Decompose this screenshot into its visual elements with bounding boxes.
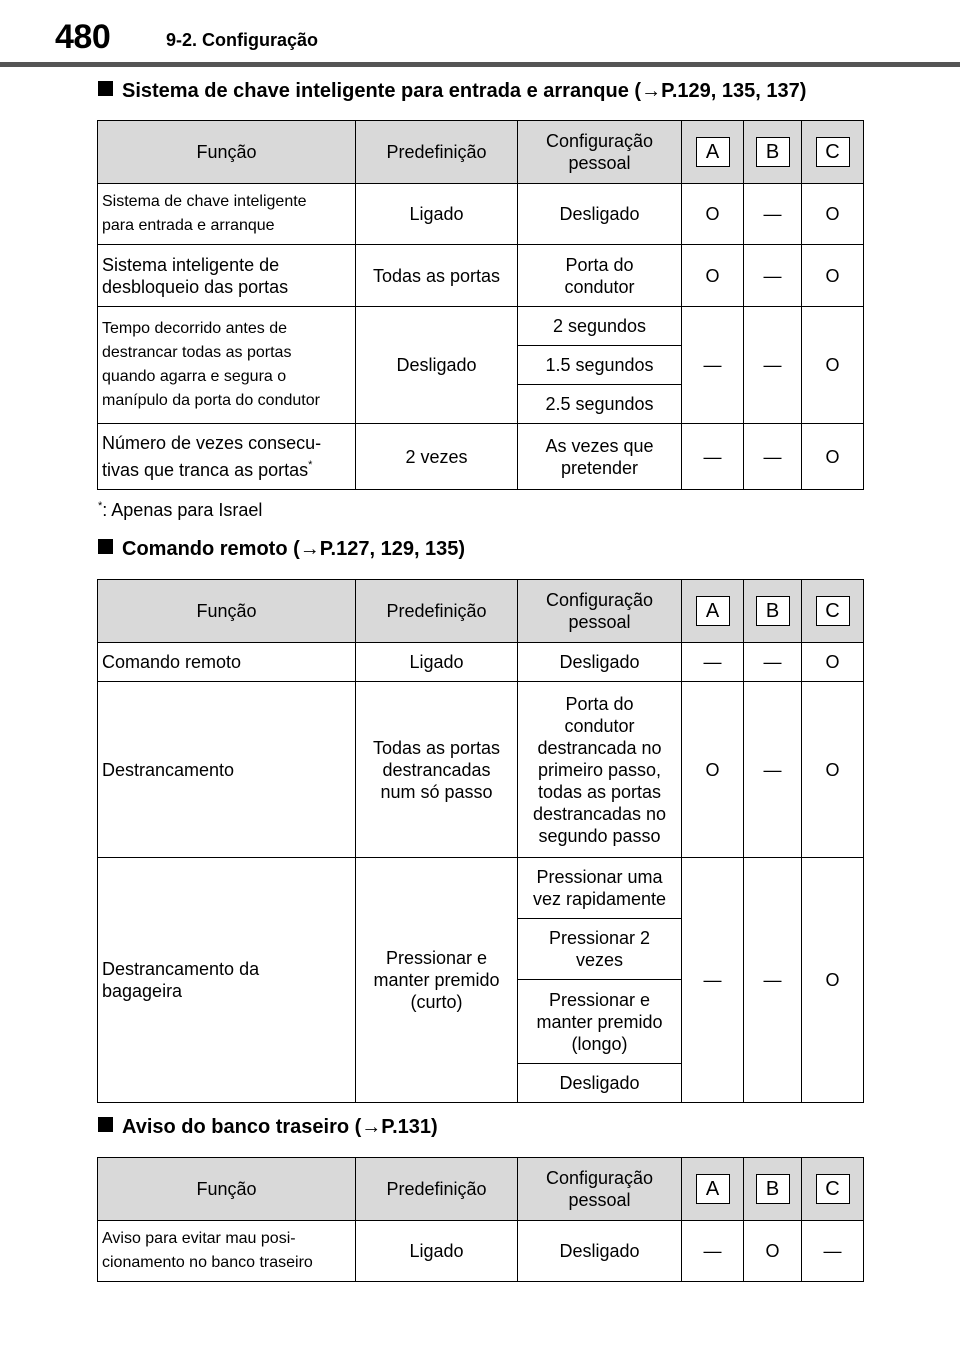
header-default: Predefinição <box>356 1158 518 1221</box>
row-setting-option: Pressionar e manter premido (longo) <box>518 980 682 1064</box>
row-c: O <box>802 307 864 424</box>
row-function: Comando remoto <box>98 643 356 682</box>
row-function <box>98 424 356 490</box>
row-setting: Desligado <box>518 184 682 245</box>
section-heading-smart-key <box>98 80 806 103</box>
row-setting-option: 1.5 segundos <box>518 346 682 385</box>
header-function: Função <box>98 1158 356 1221</box>
row-function: Destrancamento <box>98 682 356 858</box>
row-b: — <box>744 424 802 490</box>
table-header-row <box>98 121 864 184</box>
footnote-text: : Apenas para Israel <box>102 500 263 520</box>
row-b: — <box>744 858 802 1103</box>
header-col-a <box>682 580 744 643</box>
table-header-row <box>98 1158 864 1221</box>
letter-a-box: A <box>696 137 730 167</box>
table-header-row <box>98 580 864 643</box>
square-bullet-icon <box>98 1117 113 1132</box>
row-setting-option: 2.5 segundos <box>518 385 682 424</box>
row-function: Tempo decorrido antes de destrancar todas as portas quando agarra e segura o manípulo da porta do condutor <box>98 307 356 424</box>
remote-settings-table <box>97 579 864 1103</box>
row-default: Todas as portas <box>356 245 518 307</box>
header-function: Função <box>98 121 356 184</box>
row-a: O <box>682 245 744 307</box>
table-row <box>98 424 864 490</box>
section-heading-text: Aviso do banco traseiro (→P.131) <box>122 1116 438 1138</box>
row-a: — <box>682 307 744 424</box>
footnote <box>98 500 262 521</box>
row-setting: Porta do condutor <box>518 245 682 307</box>
header-divider <box>0 62 960 67</box>
letter-b-box: B <box>756 137 790 167</box>
table-row <box>98 858 864 919</box>
row-c: O <box>802 245 864 307</box>
table-row <box>98 307 864 346</box>
table-row <box>98 184 864 245</box>
row-b: O <box>744 1221 802 1282</box>
row-c: O <box>802 184 864 245</box>
row-c: O <box>802 682 864 858</box>
row-default: Desligado <box>356 307 518 424</box>
row-function: Sistema de chave inteligente para entrada e arranque <box>98 184 356 245</box>
row-setting-option: 2 segundos <box>518 307 682 346</box>
header-personal-setting: Configuração pessoal <box>518 580 682 643</box>
letter-b-box: B <box>756 1174 790 1204</box>
row-b: — <box>744 245 802 307</box>
footnote-mark: * <box>98 500 103 512</box>
table-row <box>98 1221 864 1282</box>
rear-seat-settings-table <box>97 1157 864 1282</box>
row-c: O <box>802 858 864 1103</box>
section-heading-text: Sistema de chave inteligente para entrada e arranque (→P.129, 135, 137) <box>122 80 807 102</box>
row-b: — <box>744 643 802 682</box>
row-b: — <box>744 184 802 245</box>
footnote-marker: * <box>308 459 313 471</box>
row-function: Destrancamento da bagageira <box>98 858 356 1103</box>
row-default: Todas as portas destrancadas num só passo <box>356 682 518 858</box>
row-setting: Desligado <box>518 1221 682 1282</box>
letter-c-box: C <box>816 1174 850 1204</box>
smart-key-settings-table <box>97 120 864 490</box>
letter-a-box: A <box>696 596 730 626</box>
letter-c-box: C <box>816 137 850 167</box>
table-row <box>98 643 864 682</box>
row-setting-option: Desligado <box>518 1064 682 1103</box>
row-setting-option: Pressionar 2 vezes <box>518 919 682 980</box>
row-a: — <box>682 1221 744 1282</box>
header-function: Função <box>98 580 356 643</box>
header-col-c <box>802 1158 864 1221</box>
table-row <box>98 245 864 307</box>
chapter-title: 9-2. Configuração <box>166 30 319 50</box>
letter-a-box: A <box>696 1174 730 1204</box>
row-a: O <box>682 184 744 245</box>
row-function: Sistema inteligente de desbloqueio das portas <box>98 245 356 307</box>
section-heading-remote <box>98 538 465 561</box>
header-col-c <box>802 121 864 184</box>
table-row <box>98 682 864 858</box>
section-heading-rear-seat <box>98 1116 438 1139</box>
row-setting-option: Pressionar uma vez rapidamente <box>518 858 682 919</box>
row-b: — <box>744 307 802 424</box>
section-heading-text: Comando remoto (→P.127, 129, 135) <box>122 538 466 560</box>
letter-c-box: C <box>816 596 850 626</box>
header-col-a <box>682 1158 744 1221</box>
row-a: — <box>682 643 744 682</box>
row-a: O <box>682 682 744 858</box>
header-default: Predefinição <box>356 121 518 184</box>
header-col-b <box>744 580 802 643</box>
page-number: 480 <box>55 18 111 56</box>
row-default: Ligado <box>356 1221 518 1282</box>
row-b: — <box>744 682 802 858</box>
row-setting: Desligado <box>518 643 682 682</box>
row-function: Aviso para evitar mau posi- cionamento no banco traseiro <box>98 1221 356 1282</box>
header-personal-setting: Configuração pessoal <box>518 121 682 184</box>
row-default: Pressionar e manter premido (curto) <box>356 858 518 1103</box>
row-default: Ligado <box>356 184 518 245</box>
row-c: O <box>802 424 864 490</box>
row-setting: Porta do condutor destrancada no primeiro passo, todas as portas destrancadas no segundo passo <box>518 682 682 858</box>
row-function-text: Número de vezes consecu- tivas que tranca as portas <box>102 433 322 480</box>
row-default: 2 vezes <box>356 424 518 490</box>
square-bullet-icon <box>98 81 113 96</box>
header-col-b <box>744 1158 802 1221</box>
header-col-a <box>682 121 744 184</box>
row-a: — <box>682 858 744 1103</box>
header-default: Predefinição <box>356 580 518 643</box>
square-bullet-icon <box>98 539 113 554</box>
row-default: Ligado <box>356 643 518 682</box>
header-personal-setting: Configuração pessoal <box>518 1158 682 1221</box>
row-a: — <box>682 424 744 490</box>
letter-b-box: B <box>756 596 790 626</box>
header-col-c <box>802 580 864 643</box>
header-col-b <box>744 121 802 184</box>
row-c: — <box>802 1221 864 1282</box>
row-setting: As vezes que pretender <box>518 424 682 490</box>
row-c: O <box>802 643 864 682</box>
